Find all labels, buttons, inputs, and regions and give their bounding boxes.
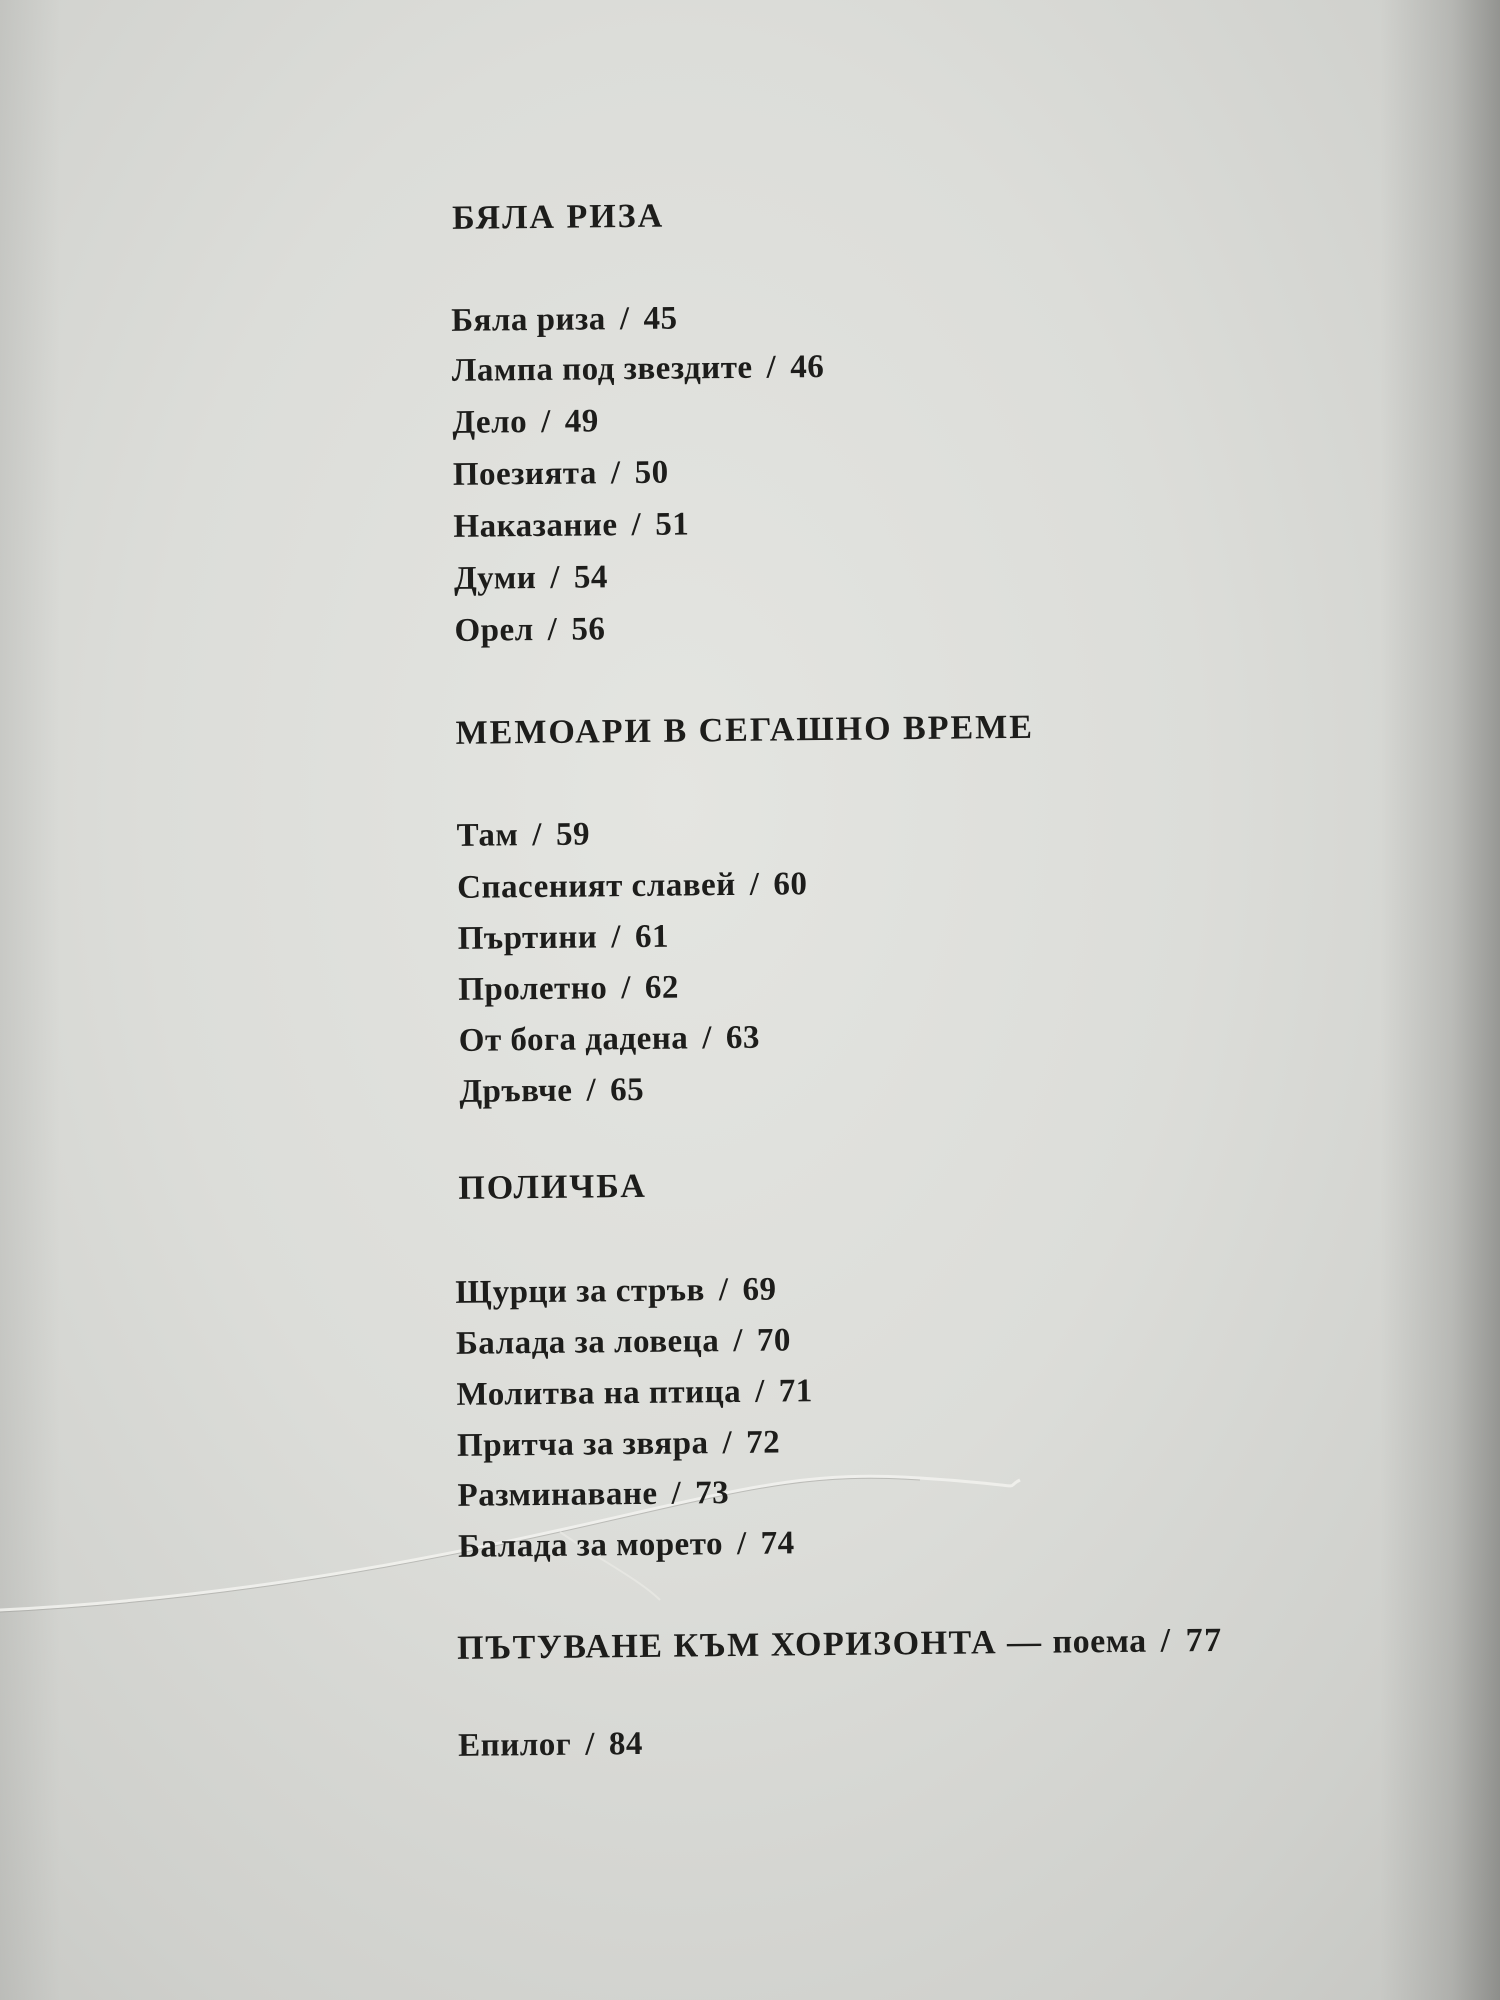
entry-page: 73	[694, 1475, 730, 1512]
toc-entry	[453, 506, 689, 545]
section-title-byala-riza: БЯЛА РИЗА	[451, 197, 665, 237]
entry-page: 54	[573, 559, 609, 596]
separator: /	[631, 506, 642, 544]
toc-entry	[456, 1322, 791, 1363]
toc-entry	[459, 1020, 761, 1060]
separator: /	[754, 1373, 765, 1410]
poem-page: 77	[1185, 1621, 1223, 1660]
toc-entry	[454, 611, 605, 650]
entry-title: Разминаване	[457, 1475, 658, 1514]
poem-entry	[457, 1622, 1223, 1668]
poem-subtitle: поема	[1052, 1622, 1147, 1661]
epilogue-entry	[458, 1726, 643, 1765]
entry-page: 49	[564, 403, 599, 440]
section-title-polichba: ПОЛИЧБА	[458, 1167, 648, 1207]
separator: /	[766, 349, 777, 386]
entry-page: 65	[609, 1071, 645, 1109]
toc-entry	[453, 455, 669, 494]
toc-entry	[451, 301, 678, 340]
entry-page: 46	[790, 348, 825, 386]
separator: /	[619, 301, 630, 338]
entry-title: Спасеният славей	[457, 866, 736, 906]
separator: /	[749, 866, 760, 903]
toc-entry	[456, 816, 590, 854]
toc-entry	[458, 970, 679, 1009]
entry-title: Думи	[453, 560, 537, 597]
entry-title: Пъртини	[457, 919, 598, 957]
entry-title: Поезията	[452, 455, 598, 493]
entry-title: Щурци за стръв	[455, 1272, 706, 1311]
separator: /	[586, 1072, 597, 1109]
toc-entry	[459, 1072, 644, 1111]
separator: /	[610, 455, 621, 492]
entry-page: 45	[643, 300, 678, 337]
separator: /	[611, 919, 622, 956]
toc-entry	[455, 1272, 777, 1312]
toc-entry	[457, 1425, 781, 1465]
entry-page: 69	[742, 1271, 777, 1308]
epilogue-title: Епилог	[458, 1726, 572, 1764]
entry-title: Бяла риза	[451, 301, 607, 339]
entry-page: 56	[571, 611, 606, 648]
entry-title: Наказание	[453, 507, 618, 545]
section-title-memoari: МЕМОАРИ В СЕГАШНО ВРЕМЕ	[455, 708, 1035, 752]
separator: /	[718, 1272, 729, 1309]
separator: /	[621, 970, 632, 1007]
entry-title: Лампа под звездите	[451, 349, 753, 389]
toc-entry	[457, 866, 808, 907]
separator: /	[532, 816, 543, 854]
toc-entry	[454, 559, 608, 598]
entry-title: Притча за звяра	[456, 1425, 709, 1464]
entry-page: 51	[655, 506, 690, 543]
epilogue-page: 84	[608, 1725, 644, 1763]
separator: /	[733, 1322, 744, 1359]
entry-page: 59	[555, 816, 591, 853]
entry-title: Балада за морето	[457, 1526, 724, 1565]
poem-dash: —	[1006, 1623, 1043, 1662]
poem-title: ПЪТУВАНЕ КЪМ ХОРИЗОНТА	[456, 1624, 998, 1667]
entry-title: Дръвче	[459, 1072, 573, 1110]
separator: /	[547, 611, 558, 648]
separator: /	[1160, 1622, 1172, 1660]
entry-page: 61	[634, 918, 670, 955]
entry-title: Пролетно	[458, 970, 608, 1008]
separator: /	[671, 1475, 682, 1512]
toc-entry	[458, 1525, 795, 1566]
entry-page: 74	[760, 1525, 795, 1562]
toc-entry	[456, 1373, 813, 1414]
entry-page: 63	[725, 1019, 761, 1057]
entry-page: 71	[778, 1373, 813, 1410]
toc-entry	[452, 349, 825, 390]
separator: /	[540, 403, 551, 440]
entry-title: Там	[456, 817, 519, 854]
entry-page: 60	[773, 866, 808, 903]
separator: /	[702, 1020, 713, 1057]
entry-title: Молитва на птица	[456, 1373, 742, 1413]
separator: /	[736, 1525, 747, 1562]
entry-page: 70	[756, 1322, 792, 1359]
entry-page: 72	[745, 1424, 781, 1461]
entry-title: Балада за ловеца	[455, 1323, 720, 1362]
toc-entry	[452, 403, 599, 442]
entry-title: Орел	[454, 612, 534, 649]
toc-entry	[458, 919, 670, 958]
entry-page: 62	[644, 969, 680, 1006]
entry-page: 50	[634, 454, 669, 491]
separator: /	[722, 1425, 733, 1462]
separator: /	[550, 559, 561, 596]
separator: /	[585, 1726, 596, 1763]
entry-title: Дело	[452, 404, 528, 441]
entry-title: От бога дадена	[458, 1020, 689, 1059]
toc-entry	[457, 1475, 729, 1515]
